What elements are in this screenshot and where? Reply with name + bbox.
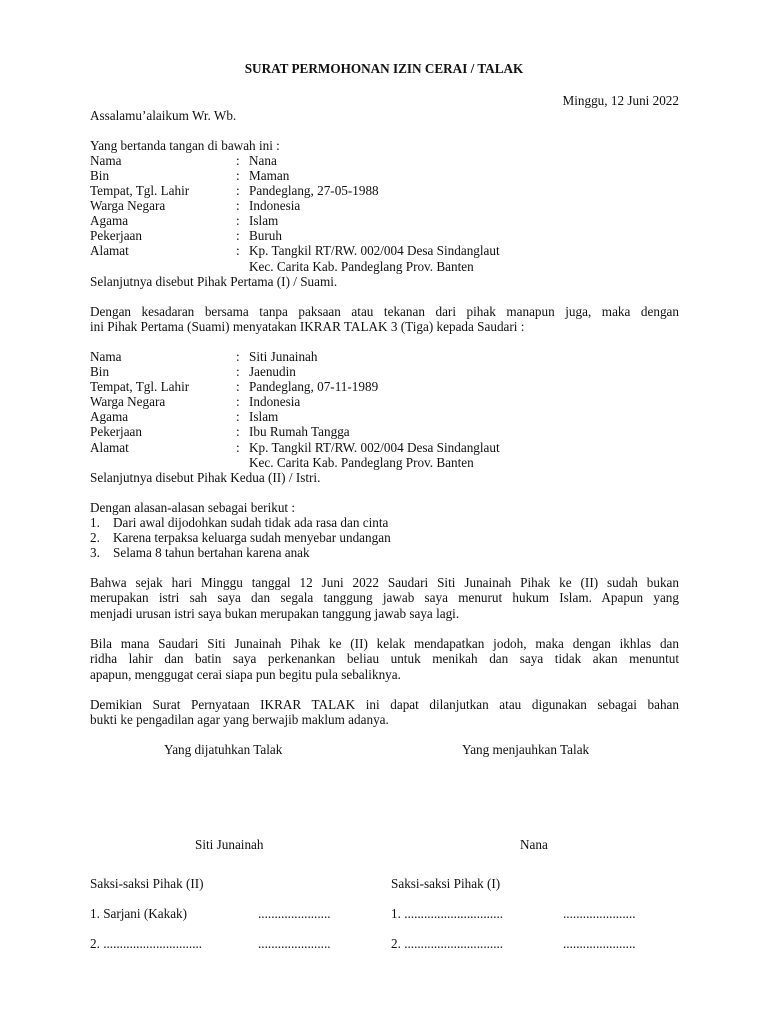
field-row [0,243,768,258]
field-row [0,349,768,364]
field-colon: : [236,424,240,439]
field-colon: : [236,198,240,213]
statement-paragraph-1 [90,575,679,621]
field-value: Indonesia [249,394,301,409]
witness-left-name-2: 2. .............................. [90,936,203,951]
document-title: SURAT PERMOHONAN IZIN CERAI / TALAK [244,61,524,76]
field-row [0,379,768,394]
field-row [0,198,768,213]
list-text: Dari awal dijodohkan sudah tidak ada rasa dan cinta [113,515,389,530]
field-colon: : [236,183,240,198]
field-row [0,153,768,168]
signature-left-name: Siti Junainah [195,837,264,852]
field-colon: : [236,213,240,228]
list-item [0,515,768,530]
field-row [0,440,768,455]
signature-right-title: Yang menjauhkan Talak [462,742,590,757]
field-colon: : [236,228,240,243]
list-item [0,545,768,560]
witness-right-name-1: 1. .............................. [391,906,504,921]
greeting: Assalamu’alaikum Wr. Wb. [90,108,237,123]
signature-left-title: Yang dijatuhkan Talak [164,742,283,757]
field-value: Ibu Rumah Tangga [249,424,350,439]
witness-left-sign-1: ...................... [258,906,331,921]
field-row [0,168,768,183]
document-date: Minggu, 12 Juni 2022 [562,93,679,108]
witness-left-sign-2: ...................... [258,936,331,951]
paragraph-line: Dengan kesadaran bersama tanpa paksaan atau tekanan dari pihak manapun juga, maka dengan [90,304,679,319]
address-line2: Kec. Carita Kab. Pandeglang Prov. Banten [249,455,474,470]
field-value: Islam [249,213,279,228]
party1-closing: Selanjutnya disebut Pihak Pertama (I) / Suami. [90,274,338,289]
closing-paragraph [90,697,679,728]
field-value: Kp. Tangkil RT/RW. 002/004 Desa Sindanglaut [249,243,500,258]
paragraph-line: Bahwa sejak hari Minggu tanggal 12 Juni 2022 Saudari Siti Junainah Pihak ke (II) sudah bukan [90,575,679,590]
list-item [0,530,768,545]
field-colon: : [236,409,240,424]
intro-text: Yang bertanda tangan di bawah ini : [90,138,280,153]
declaration-paragraph [90,304,679,335]
witness-right-sign-2: ...................... [563,936,636,951]
field-colon: : [236,379,240,394]
field-label: Nama [90,153,122,168]
field-label: Alamat [90,440,129,455]
field-label: Tempat, Tgl. Lahir [90,183,190,198]
field-label: Alamat [90,243,129,258]
witness-right-name-2: 2. .............................. [391,936,504,951]
list-number: 1. [90,515,100,530]
list-text: Selama 8 tahun bertahan karena anak [113,545,310,560]
field-label: Bin [90,168,110,183]
field-row [0,409,768,424]
field-colon: : [236,168,240,183]
field-row [0,259,768,274]
field-row [0,228,768,243]
field-label: Nama [90,349,122,364]
field-row [0,424,768,439]
field-colon: : [236,153,240,168]
field-label: Agama [90,409,129,424]
field-row [0,364,768,379]
field-label: Warga Negara [90,394,166,409]
witness-left-title: Saksi-saksi Pihak (II) [90,876,204,891]
field-value: Islam [249,409,279,424]
field-value: Buruh [249,228,282,243]
field-label: Agama [90,213,129,228]
field-colon: : [236,394,240,409]
paragraph-line: bukti ke pengadilan agar yang berwajib maklum adanya. [90,712,389,728]
field-row [0,183,768,198]
field-colon: : [236,243,240,258]
paragraph-line: Bila mana Saudari Siti Junainah Pihak ke (II) kelak mendapatkan jodoh, maka dengan ikhlas dan [90,636,679,651]
field-value: Pandeglang, 07-11-1989 [249,379,379,394]
paragraph-line: menjadi urusan istri saya bukan merupakan tanggung jawab saya lagi. [90,605,460,621]
paragraph-line: apapun, menggugat cerai siapa pun begitu pula sebaliknya. [90,666,401,682]
statement-paragraph-2 [90,636,679,682]
field-label: Warga Negara [90,198,166,213]
field-label: Tempat, Tgl. Lahir [90,379,190,394]
paragraph-line: ridha lahir dan batin saya perkenankan beliau untuk menikah dan saya tidak akan menuntut [90,651,679,667]
field-value: Kp. Tangkil RT/RW. 002/004 Desa Sindanglaut [249,440,500,455]
field-label: Pekerjaan [90,424,142,439]
field-row [0,394,768,409]
field-colon: : [236,440,240,455]
list-number: 2. [90,530,100,545]
field-row [0,213,768,228]
list-number: 3. [90,545,100,560]
witness-right-title: Saksi-saksi Pihak (I) [391,876,501,891]
reasons-intro: Dengan alasan-alasan sebagai berikut : [90,500,296,515]
field-value: Indonesia [249,198,301,213]
field-value: Siti Junainah [249,349,318,364]
field-colon: : [236,364,240,379]
signature-right-name: Nana [520,837,548,852]
field-colon: : [236,349,240,364]
field-row [0,455,768,470]
field-value: Jaenudin [249,364,296,379]
paragraph-line: ini Pihak Pertama (Suami) menyatakan IKRAR TALAK 3 (Tiga) kepada Saudari : [90,319,525,335]
paragraph-line: merupakan istri sah saya dan segala tanggung jawab saya menurut hukum Islam. Apapun yang [90,590,679,606]
field-label: Bin [90,364,110,379]
field-value: Pandeglang, 27-05-1988 [249,183,379,198]
witness-left-name-1: 1. Sarjani (Kakak) [90,906,188,921]
field-value: Maman [249,168,290,183]
witness-right-sign-1: ...................... [563,906,636,921]
list-text: Karena terpaksa keluarga sudah menyebar undangan [113,530,391,545]
paragraph-line: Demikian Surat Pernyataan IKRAR TALAK ini dapat dilanjutkan atau digunakan sebagai bahan [90,697,679,712]
address-line2: Kec. Carita Kab. Pandeglang Prov. Banten [249,259,474,274]
field-label: Pekerjaan [90,228,142,243]
party2-closing: Selanjutnya disebut Pihak Kedua (II) / Istri. [90,470,321,485]
field-value: Nana [249,153,277,168]
